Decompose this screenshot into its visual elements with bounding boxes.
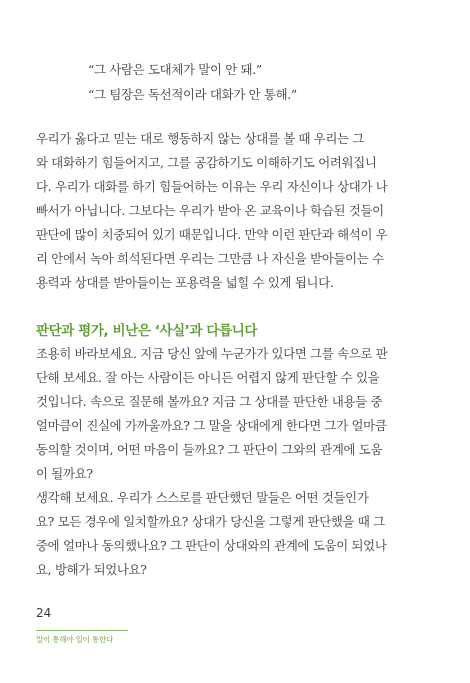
body-text-line: 동의할 것이며, 어떤 마음이 들까요? 그 판단이 그와의 관계에 도움 [36, 442, 383, 457]
body-text-line: 다. 우리가 대화를 하기 힘들어하는 이유는 우리 자신이나 상대가 나 [36, 179, 388, 194]
quote-line: “그 사람은 도대체가 말이 안 돼.” [88, 62, 262, 77]
body-text-line: 요? 모든 경우에 일치할까요? 상대가 당신을 그렇게 판단했을 때 그 [36, 514, 385, 529]
body-text-line: 요, 방해가 되었나요? [36, 562, 147, 577]
running-footer-title: 말이 통해야 일이 통한다 [36, 635, 114, 644]
body-text-line: 것입니다. 속으로 질문해 볼까요? 지금 그 상대를 판단한 내용들 중 [36, 394, 383, 409]
page-number: 24 [36, 606, 52, 620]
body-text-line: 단해 보세요. 잘 아는 사람이든 아니든 어렵지 않게 판단할 수 있을 [36, 370, 380, 385]
body-text-line: 용력과 상대를 받아들이는 포용력을 넓힐 수 있게 됩니다. [36, 275, 334, 290]
body-text-line: 얼마큼이 진실에 가까울까요? 그 말을 상대에게 한다면 그가 얼마큼 [36, 418, 387, 433]
body-text-line: 와 대화하기 힘들어지고, 그를 공감하기도 이해하기도 어려워집니 [36, 155, 377, 170]
quote-line: “그 팀장은 독선적이라 대화가 안 통해.” [88, 87, 297, 102]
body-text-line: 생각해 보세요. 우리가 스스로를 판단했던 말들은 어떤 것들인가 [36, 490, 369, 505]
footer-divider [36, 630, 128, 631]
body-text-line: 판단에 많이 치중되어 있기 때문입니다. 만약 이런 판단과 해석이 우 [36, 227, 388, 242]
body-text-line: 리 안에서 녹아 희석된다면 우리는 그만큼 나 자신을 받아들이는 수 [36, 251, 384, 266]
body-text-line: 우리가 옳다고 믿는 대로 행동하지 않는 상대를 볼 때 우리는 그 [36, 131, 365, 146]
body-text-line: 빠서가 아닙니다. 그보다는 우리가 받아 온 교육이나 학습된 것들이 [36, 203, 384, 218]
body-text-line: 조용히 바라보세요. 지금 당신 앞에 누군가가 있다면 그를 속으로 판 [36, 346, 388, 361]
body-text-line: 중에 얼마나 동의했나요? 그 판단이 상대와의 관계에 도움이 되었나 [36, 538, 387, 553]
section-heading: 판단과 평가, 비난은 ‘사실’과 다릅니다 [36, 323, 257, 339]
body-text-line: 이 될까요? [36, 466, 93, 481]
